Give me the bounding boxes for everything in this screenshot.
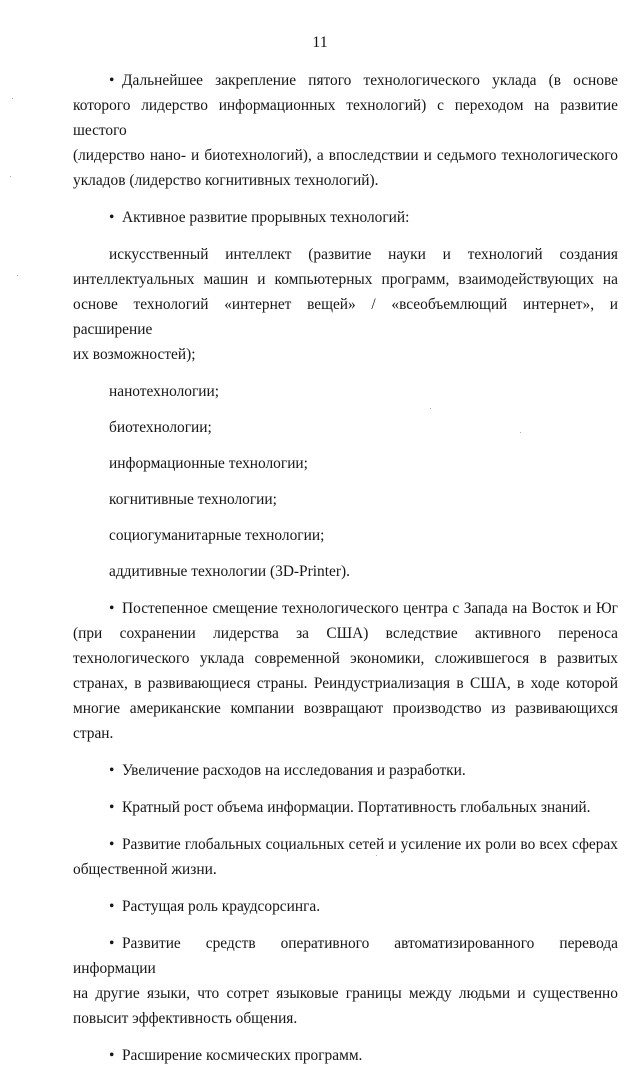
document-body xyxy=(73,68,618,1068)
text-line: Развитие глобальных социальных сетей и усиление их роли во всех сферах xyxy=(122,836,618,853)
paragraph xyxy=(73,242,618,367)
bullet-marker: • xyxy=(109,72,115,89)
list-item: биотехнологии; xyxy=(109,419,212,436)
bullet-marker: • xyxy=(109,935,115,952)
scan-speck xyxy=(17,275,18,276)
scan-speck xyxy=(430,408,431,409)
text-line: укладов (лидерство когнитивных технологий). xyxy=(73,172,379,189)
bullet-paragraph xyxy=(73,205,618,230)
bullet-paragraph xyxy=(73,795,618,820)
text-line: странах, в развивающиеся страны. Реиндустриализация в США, в ходе которой xyxy=(73,675,618,692)
text-line: (лидерство нано- и биотехнологий), а впоследствии и седьмого технологического xyxy=(73,147,618,164)
list-item: социогуманитарные технологии; xyxy=(109,527,325,544)
text-line: на другие языки, что сотрет языковые границы между людьми и существенно xyxy=(73,985,618,1002)
text-line: технологического уклада современной экономики, сложившегося в развитых xyxy=(73,650,618,667)
scan-speck xyxy=(10,176,11,177)
text-line: Растущая роль краудсорсинга. xyxy=(122,898,321,915)
bullet-marker: • xyxy=(109,209,115,226)
bullet-paragraph xyxy=(73,68,618,193)
text-line: Развитие средств оперативного автоматизированного перевода информации xyxy=(73,935,618,977)
list-item: аддитивные технологии (3D-Printer). xyxy=(109,563,350,580)
page-number: 11 xyxy=(312,34,328,51)
text-line: искусственный интеллект (развитие науки и технологий создания xyxy=(109,246,618,263)
text-line: Расширение космических программ. xyxy=(122,1047,363,1064)
technology-list xyxy=(73,379,618,584)
bullet-marker: • xyxy=(109,762,115,779)
text-line: (при сохранении лидерства за США) вследствие активного переноса xyxy=(73,625,618,642)
bullet-paragraph xyxy=(73,894,618,919)
text-line: их возможностей); xyxy=(73,346,196,363)
text-line: интеллектуальных машин и компьютерных программ, взаимодействующих на xyxy=(73,271,618,288)
list-item: нанотехнологии; xyxy=(109,383,220,400)
list-item: когнитивные технологии; xyxy=(109,491,277,508)
scan-speck xyxy=(12,98,13,99)
bullet-paragraph xyxy=(73,832,618,882)
list-item: информационные технологии; xyxy=(109,455,308,472)
text-line: Активное развитие прорывных технологий: xyxy=(122,209,410,226)
text-line: которого лидерство информационных технологий) с переходом на развитие шестого xyxy=(73,97,618,139)
bullet-paragraph xyxy=(73,931,618,1031)
bullet-marker: • xyxy=(109,600,115,617)
text-line: повысит эффективность общения. xyxy=(73,1010,298,1027)
text-line: Увеличение расходов на исследования и разработки. xyxy=(122,762,466,779)
bullet-paragraph xyxy=(73,596,618,746)
bullet-marker: • xyxy=(109,799,115,816)
bullet-marker: • xyxy=(109,836,115,853)
bullet-paragraph xyxy=(73,758,618,783)
text-line: многие американские компании возвращают производство из развивающихся стран. xyxy=(73,700,618,742)
text-line: общественной жизни. xyxy=(73,861,217,878)
text-line: основе технологий «интернет вещей» / «всеобъемлющий интернет», и расширение xyxy=(73,296,618,338)
bullet-paragraph xyxy=(73,1043,618,1068)
scan-speck xyxy=(520,432,521,433)
text-line: Дальнейшее закрепление пятого технологического уклада (в основе xyxy=(122,72,618,89)
bullet-marker: • xyxy=(109,1047,115,1064)
text-line: Постепенное смещение технологического центра с Запада на Восток и Юг xyxy=(122,600,618,617)
text-line: Кратный рост объема информации. Портативность глобальных знаний. xyxy=(122,799,591,816)
bullet-marker: • xyxy=(109,898,115,915)
scan-speck xyxy=(376,855,377,856)
